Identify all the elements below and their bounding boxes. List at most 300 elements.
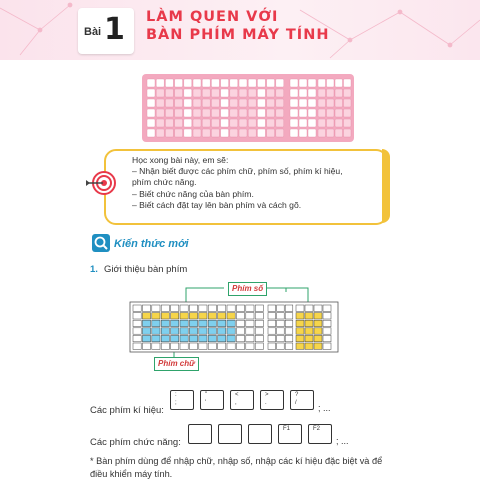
function-key: [218, 424, 242, 444]
keyboard-key: [344, 129, 352, 137]
diagram-key: [236, 343, 244, 349]
keyboard-key: [276, 79, 284, 87]
keyboard-key: [267, 109, 275, 117]
keyboard-key: [193, 89, 201, 97]
keyboard-key: [308, 109, 316, 117]
diagram-key: [161, 343, 169, 349]
keyboard-key: [175, 109, 183, 117]
keyboard-key: [230, 89, 238, 97]
keyboard-key: [335, 89, 343, 97]
keyboard-key: [248, 89, 256, 97]
diagram-key: [218, 328, 226, 334]
diagram-key: [323, 328, 331, 334]
keyboard-key: [156, 119, 164, 127]
keyboard-key: [193, 129, 201, 137]
diagram-key: [161, 328, 169, 334]
keyboard-key: [335, 109, 343, 117]
diagram-key: [208, 343, 216, 349]
keyboard-note: * Bàn phím dùng để nhập chữ, nhập số, nhập các kí hiệu đặc biệt và để điều khiển máy tính.: [90, 456, 383, 479]
lesson-header: [0, 0, 480, 60]
keyboard-key: [318, 119, 326, 127]
key-bottom-char: ': [205, 400, 207, 406]
goal-line: phím chức năng.: [132, 177, 197, 188]
diagram-key: [277, 320, 285, 326]
keyboard-key: [327, 89, 335, 97]
diagram-key: [208, 320, 216, 326]
diagram-key: [161, 335, 169, 341]
keyboard-key: [335, 79, 343, 87]
diagram-key: [305, 335, 313, 341]
diagram-key: [199, 320, 207, 326]
keyboard-key: [175, 79, 183, 87]
keyboard-key: [239, 129, 247, 137]
target-icon: [84, 170, 118, 196]
diagram-key: [152, 305, 160, 311]
diagram-key: [285, 305, 293, 311]
keyboard-key: [193, 99, 201, 107]
diagram-key: [133, 335, 141, 341]
diagram-key: [255, 328, 263, 334]
keyboard-key: [290, 79, 298, 87]
keyboard-key: [156, 99, 164, 107]
keyboard-key: [221, 89, 229, 97]
diagram-key: [314, 328, 322, 334]
diagram-key: [285, 313, 293, 319]
diagram-key: [218, 343, 226, 349]
keyboard-key: [327, 109, 335, 117]
function-keys-label: Các phím chức năng:: [90, 437, 181, 448]
keyboard-key: [290, 99, 298, 107]
diagram-key: [199, 313, 207, 319]
keyboard-key: [276, 129, 284, 137]
diagram-key: [189, 305, 197, 311]
diagram-key: [296, 328, 304, 334]
diagram-key: [285, 328, 293, 334]
diagram-key: [180, 305, 188, 311]
diagram-key: [152, 343, 160, 349]
diagram-key: [255, 320, 263, 326]
diagram-key: [285, 343, 293, 349]
keyboard-key: [257, 99, 265, 107]
goals-accent-bar: [382, 149, 390, 223]
diagram-key: [323, 335, 331, 341]
diagram-key: [133, 305, 141, 311]
lesson-title-line2: BÀN PHÍM MÁY TÍNH: [146, 27, 330, 43]
keyboard-key: [202, 99, 210, 107]
diagram-key: [171, 313, 179, 319]
diagram-key: [142, 335, 150, 341]
diagram-key: [208, 328, 216, 334]
keyboard-key: [257, 129, 265, 137]
keyboard-key: [257, 89, 265, 97]
diagram-key: [208, 335, 216, 341]
keyboard-key: [175, 89, 183, 97]
diagram-key: [246, 313, 254, 319]
diagram-key: [161, 313, 169, 319]
keyboard-key: [257, 109, 265, 117]
diagram-key: [189, 343, 197, 349]
keyboard-key: [290, 89, 298, 97]
diagram-key: [171, 343, 179, 349]
keyboard-key: [221, 119, 229, 127]
diagram-key: [246, 343, 254, 349]
keyboard-key: [318, 109, 326, 117]
keyboard-key: [248, 109, 256, 117]
keyboard-key: [318, 89, 326, 97]
diagram-key: [199, 328, 207, 334]
key-bottom-char: ,: [235, 400, 237, 406]
key-top-char: ?: [295, 392, 299, 398]
symbol-key: [200, 390, 224, 410]
symbol-keys-label: Các phím kí hiệu:: [90, 405, 164, 416]
keyboard-key: [175, 129, 183, 137]
lesson-tab: [78, 8, 134, 54]
keyboard-key: [299, 119, 307, 127]
section-title: Kiến thức mới: [114, 238, 189, 250]
symbol-key: [260, 390, 284, 410]
function-key: [248, 424, 272, 444]
keyboard-key: [239, 89, 247, 97]
keyboard-key: [267, 89, 275, 97]
diagram-key: [199, 335, 207, 341]
keyboard-key: [156, 129, 164, 137]
keyboard-key: [193, 109, 201, 117]
diagram-key: [255, 313, 263, 319]
symbol-keys-ellipsis: ; ...: [318, 403, 331, 413]
keyboard-key: [184, 129, 192, 137]
diagram-key: [296, 343, 304, 349]
diagram-key: [314, 320, 322, 326]
keyboard-key: [230, 119, 238, 127]
key-label: F2: [313, 426, 321, 432]
diagram-key: [152, 313, 160, 319]
keyboard-key: [276, 89, 284, 97]
diagram-key: [152, 320, 160, 326]
lesson-title: [146, 8, 329, 44]
keyboard-key: [344, 99, 352, 107]
diagram-key: [296, 335, 304, 341]
diagram-key: [236, 335, 244, 341]
keyboard-key: [239, 119, 247, 127]
keyboard-key: [221, 109, 229, 117]
keyboard-key: [156, 79, 164, 87]
keyboard-key: [147, 129, 155, 137]
diagram-key: [246, 320, 254, 326]
diagram-key: [305, 343, 313, 349]
diagram-key: [277, 313, 285, 319]
keyboard-key: [308, 99, 316, 107]
keyboard-key: [165, 129, 173, 137]
keyboard-key: [193, 119, 201, 127]
diagram-key: [180, 343, 188, 349]
keyboard-key: [202, 89, 210, 97]
keyboard-key: [248, 119, 256, 127]
learning-goals-text: [132, 155, 372, 211]
lesson-word: Bài: [84, 26, 102, 38]
keyboard-key: [147, 119, 155, 127]
diagram-key: [227, 335, 235, 341]
diagram-key: [227, 343, 235, 349]
diagram-key: [268, 343, 276, 349]
diagram-key: [277, 335, 285, 341]
diagram-key: [227, 320, 235, 326]
keyboard-key: [318, 79, 326, 87]
diagram-key: [305, 313, 313, 319]
diagram-key: [236, 320, 244, 326]
function-key: [308, 424, 332, 444]
diagram-key: [189, 320, 197, 326]
keyboard-key: [147, 79, 155, 87]
keyboard-key: [327, 129, 335, 137]
diagram-key: [180, 328, 188, 334]
diagram-key: [314, 335, 322, 341]
diagram-key: [236, 313, 244, 319]
function-key: [278, 424, 302, 444]
magnifier-icon: [91, 233, 111, 253]
keyboard-key: [257, 79, 265, 87]
keyboard-key: [211, 79, 219, 87]
diagram-key: [255, 335, 263, 341]
diagram-key: [246, 335, 254, 341]
lesson-title-line1: LÀM QUEN VỚI: [146, 9, 279, 25]
keyboard-key: [290, 129, 298, 137]
diagram-key: [323, 343, 331, 349]
keyboard-key: [327, 79, 335, 87]
symbol-key: [290, 390, 314, 410]
key-top-char: :: [175, 392, 177, 398]
keyboard-key: [248, 99, 256, 107]
diagram-key: [305, 305, 313, 311]
key-bottom-char: .: [265, 400, 267, 406]
key-bottom-char: /: [295, 400, 297, 406]
diagram-key: [152, 328, 160, 334]
diagram-key: [133, 343, 141, 349]
keyboard-key: [344, 89, 352, 97]
keyboard-key: [184, 119, 192, 127]
keyboard-key: [308, 79, 316, 87]
diagram-key: [314, 305, 322, 311]
diagram-key: [180, 335, 188, 341]
diagram-key: [142, 320, 150, 326]
keyboard-key: [335, 99, 343, 107]
diagram-key: [161, 305, 169, 311]
symbol-key: [230, 390, 254, 410]
diagram-key: [268, 305, 276, 311]
keyboard-key: [308, 129, 316, 137]
keyboard-key: [193, 79, 201, 87]
diagram-key: [180, 320, 188, 326]
diagram-key: [189, 313, 197, 319]
keyboard-key: [248, 79, 256, 87]
keyboard-key: [299, 89, 307, 97]
diagram-key: [268, 328, 276, 334]
keyboard-key: [239, 79, 247, 87]
diagram-key: [218, 313, 226, 319]
keyboard-key: [202, 109, 210, 117]
diagram-key: [236, 305, 244, 311]
keyboard-key: [290, 109, 298, 117]
key-bottom-char: ;: [175, 400, 177, 406]
diagram-key: [277, 305, 285, 311]
keyboard-key: [230, 79, 238, 87]
diagram-key: [314, 313, 322, 319]
keyboard-key: [211, 99, 219, 107]
diagram-key: [246, 305, 254, 311]
goal-line: – Biết cách đặt tay lên bàn phím và cách gõ.: [132, 199, 302, 210]
diagram-key: [323, 305, 331, 311]
diagram-key: [285, 335, 293, 341]
diagram-key: [227, 305, 235, 311]
keyboard-key: [202, 79, 210, 87]
keyboard-key: [184, 99, 192, 107]
diagram-key: [255, 305, 263, 311]
diagram-key: [296, 313, 304, 319]
diagram-key: [189, 335, 197, 341]
keyboard-key: [267, 99, 275, 107]
key-top-char: >: [265, 392, 269, 398]
key-top-char: ": [205, 392, 208, 398]
keyboard-key: [184, 109, 192, 117]
keyboard-key: [239, 99, 247, 107]
diagram-key: [199, 343, 207, 349]
keyboard-key: [211, 109, 219, 117]
diagram-key: [133, 328, 141, 334]
diagram-key: [171, 305, 179, 311]
number-keys-label: Phím số: [228, 282, 267, 296]
diagram-key: [323, 320, 331, 326]
keyboard-key: [230, 109, 238, 117]
diagram-key: [142, 343, 150, 349]
keyboard-photo: [142, 74, 354, 142]
keyboard-key: [221, 79, 229, 87]
letter-keys-label: Phím chữ: [154, 357, 199, 371]
keyboard-key: [184, 79, 192, 87]
diagram-key: [277, 328, 285, 334]
keyboard-key: [290, 119, 298, 127]
keyboard-key: [156, 89, 164, 97]
keyboard-key: [156, 109, 164, 117]
keyboard-key: [276, 119, 284, 127]
keyboard-key: [344, 79, 352, 87]
diagram-key: [236, 328, 244, 334]
function-keys-ellipsis: ; ...: [336, 436, 349, 446]
diagram-key: [161, 320, 169, 326]
keyboard-key: [267, 129, 275, 137]
keyboard-key: [308, 89, 316, 97]
diagram-key: [268, 320, 276, 326]
keyboard-key: [147, 89, 155, 97]
keyboard-key: [230, 129, 238, 137]
item-text: Giới thiệu bàn phím: [103, 264, 188, 275]
diagram-key: [323, 313, 331, 319]
keyboard-key: [299, 79, 307, 87]
diagram-key: [296, 320, 304, 326]
diagram-key: [208, 313, 216, 319]
goal-line: Học xong bài này, em sẽ:: [132, 155, 229, 165]
diagram-key: [142, 305, 150, 311]
keyboard-key: [165, 119, 173, 127]
function-key: [188, 424, 212, 444]
lesson-number: 1: [104, 12, 125, 47]
keyboard-key: [308, 119, 316, 127]
keyboard-key: [327, 119, 335, 127]
keyboard-key: [147, 99, 155, 107]
symbol-key: [170, 390, 194, 410]
keyboard-key: [165, 109, 173, 117]
keyboard-key: [299, 99, 307, 107]
diagram-key: [152, 335, 160, 341]
diagram-key: [142, 328, 150, 334]
diagram-key: [133, 313, 141, 319]
keyboard-key: [221, 129, 229, 137]
keyboard-key: [239, 109, 247, 117]
key-top-char: <: [235, 392, 239, 398]
keyboard-key: [175, 99, 183, 107]
keyboard-key: [276, 99, 284, 107]
diagram-key: [189, 328, 197, 334]
diagram-key: [227, 328, 235, 334]
keyboard-key: [335, 129, 343, 137]
diagram-key: [218, 320, 226, 326]
keyboard-key: [276, 109, 284, 117]
item-heading: [90, 264, 187, 275]
keyboard-key: [211, 119, 219, 127]
diagram-key: [268, 335, 276, 341]
keyboard-key: [165, 89, 173, 97]
keyboard-key: [318, 99, 326, 107]
goal-line: – Biết chức năng của bàn phím.: [132, 188, 254, 199]
keyboard-key: [344, 109, 352, 117]
diagram-key: [305, 328, 313, 334]
diagram-key: [285, 320, 293, 326]
keyboard-key: [147, 109, 155, 117]
diagram-key: [180, 313, 188, 319]
keyboard-key: [230, 99, 238, 107]
diagram-key: [218, 335, 226, 341]
keyboard-key: [257, 119, 265, 127]
diagram-key: [277, 343, 285, 349]
diagram-key: [296, 305, 304, 311]
keyboard-key: [335, 119, 343, 127]
keyboard-key: [248, 129, 256, 137]
keyboard-key: [165, 79, 173, 87]
keyboard-key: [211, 129, 219, 137]
diagram-key: [142, 313, 150, 319]
keyboard-key: [299, 109, 307, 117]
diagram-key: [314, 343, 322, 349]
diagram-key: [171, 320, 179, 326]
keyboard-key: [175, 119, 183, 127]
keyboard-key: [267, 79, 275, 87]
keyboard-key: [165, 99, 173, 107]
diagram-key: [268, 313, 276, 319]
keyboard-key: [211, 89, 219, 97]
item-number: 1.: [90, 264, 98, 275]
goal-line: – Nhận biết được các phím chữ, phím số, phím kí hiệu,: [132, 166, 343, 177]
key-label: F1: [283, 426, 291, 432]
diagram-key: [255, 343, 263, 349]
diagram-key: [199, 305, 207, 311]
keyboard-key: [318, 129, 326, 137]
diagram-key: [133, 320, 141, 326]
diagram-key: [246, 328, 254, 334]
keyboard-key: [267, 119, 275, 127]
diagram-key: [227, 313, 235, 319]
keyboard-key: [344, 119, 352, 127]
keyboard-key: [221, 99, 229, 107]
keyboard-key: [202, 129, 210, 137]
keyboard-key: [327, 99, 335, 107]
